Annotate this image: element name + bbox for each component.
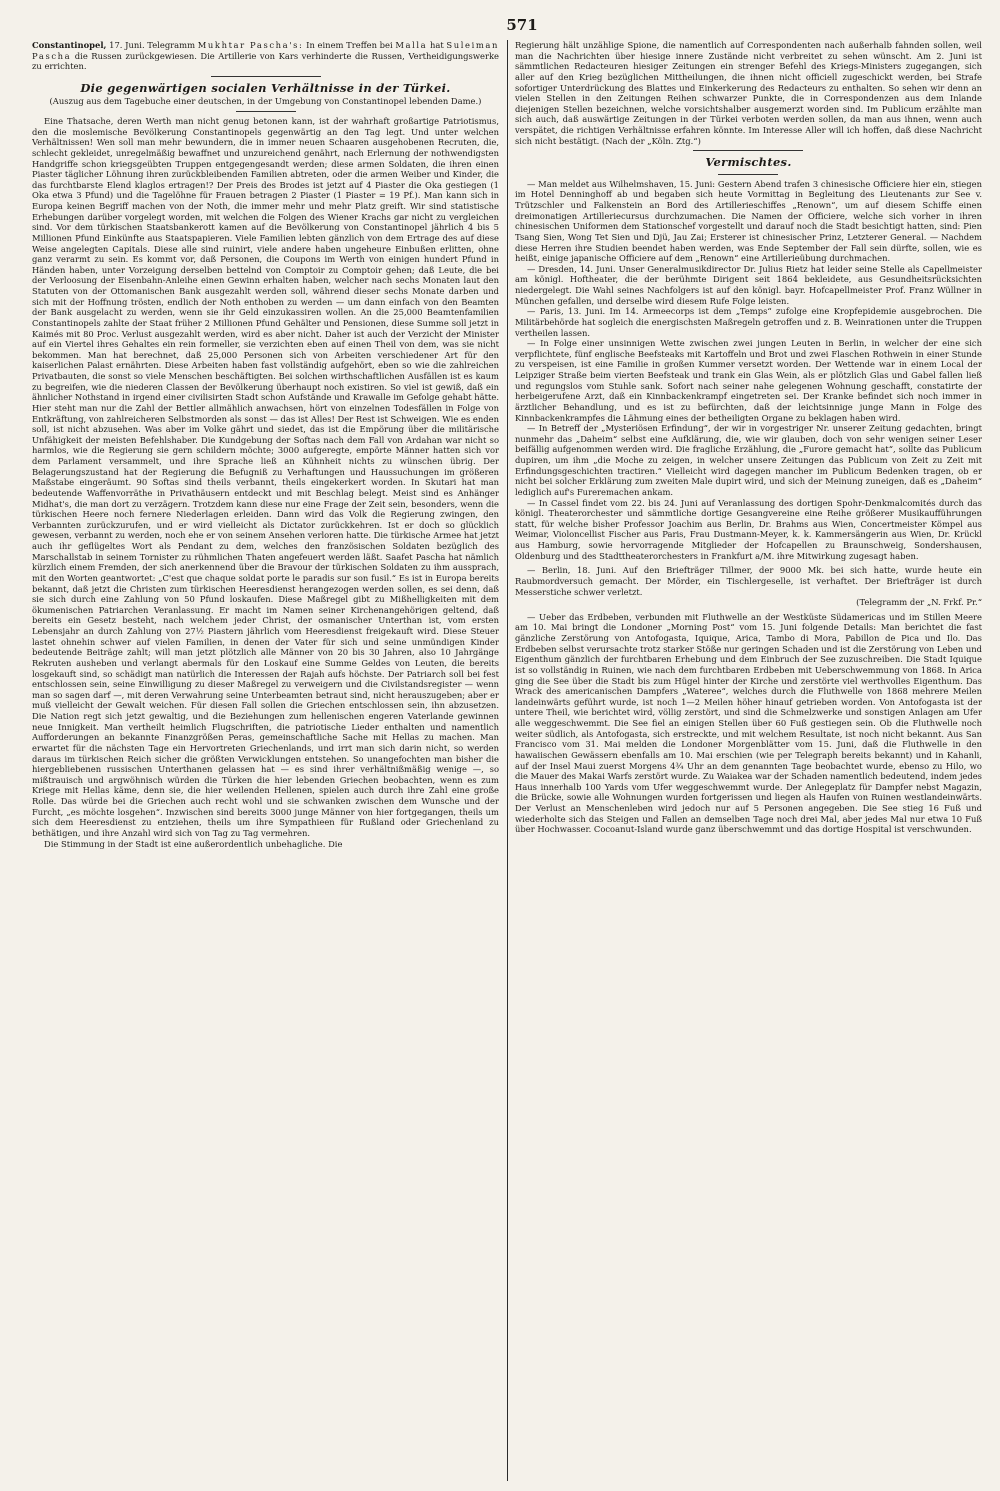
left-column — [32, 40, 504, 1481]
news-item: — Man meldet aus Wilhelmshaven, 15. Juni: Gestern Abend trafen 3 chinesische Officiere hier ein, stiegen im Hotel Denninghoff ab und begaben sich heute Vormittag in Begleitung des Lieutenants zur See v. Trützschler und Falkenstein an Bord des Artillerieschiffes „Renown“, um auf diesem Schiffe einen dreimonatigen Artilleriecursus durchzumachen. Die Namen der Officiere, welche sich vorher in ihren chinesischen Uniformen dem Stationschef vorgestellt und darauf noch die Stadt besichtigt hatten, sind: Pien Tsang Sien, Wong Tet Sien und Djü, Jau Zai; Ersterer ist chinesischer Prinz, Letzterer General. — Nachdem diese Herren ihre Studien beendet haben werden, was Ende September der Fall sein dürfte, sollen, wie es heißt, einige japanische Officiere auf dem „Renown“ eine Artillerieübung durchmachen. — [514, 178, 982, 264]
news-item: — Berlin, 18. Juni. Auf den Briefträger Tillmer, der 9000 Mk. bei sich hatte, wurde heute ein Raubmordversuch gemacht. Der Mörder, ein Tischlergeselle, ist verhaftet. Der Briefträger ist durch Messerstiche schwer verletzt. — [514, 565, 982, 597]
telegram-source: (Telegramm der „N. Frkf. Pr.“ — [856, 597, 982, 608]
telegram-name-1: Mukhtar Pascha's: — [197, 40, 304, 50]
news-item: — In Folge einer unsinnigen Wette zwischen zwei jungen Leuten in Berlin, in welcher der eine sich verpflichtete, fünf englische Beefsteaks mit Kartoffeln und Brot und zwei Flaschen Rothwein in einer Stunde zu verspeisen, ist eine Familie in großen Kummer versetzt worden. Der Wettende war in einem Local der Leipziger Straße beim vierten Beefsteak und trank ein Glas Wein, als er plötzlich Glas und Gabel fallen ließ und regungslos vom Stuhle sank. Sofort nach seiner nahe gelegenen Wohnung geschafft, constatirte der herbeigerufene Arzt, daß ein Kinnbackenkrampf eingetreten sei. Der Kranke befindet sich noch immer in ärztlicher Behandlung, und es ist zu befürchten, daß der leichtsinnige junge Mann in Folge des Kinnbackenkrampfes die Lähmung eines der betheiligten Organe zu beklagen haben wird. — [514, 338, 982, 423]
news-item: — Paris, 13. Juni. Im 14. Armeecorps ist dem „Temps“ zufolge eine Kropfepidemie ausgebrochen. Die Militärbehörde hat sogleich die energischsten Maßregeln getroffen und z. B. Weinrationen unter die Truppen vertheilen lassen. — [514, 306, 982, 338]
article-paragraph: Die Stimmung in der Stadt ist eine außerordentlich unbehagliche. Die — [44, 838, 343, 849]
news-item: — Dresden, 14. Juni. Unser Generalmusikdirector Dr. Julius Rietz hat leider seine Stelle als Capellmeister am königl. Hoftheater, die der berühmte Dirigent seit 1864 bekleidete, aus Gesundheitsrücksichten niedergelegt. Die Wahl seines Nachfolgers ist auf den königl. bayr. Hofcapellmeister Prof. Franz Wüllner in München gefallen, und derselbe wird diesem Rufe Folge leisten. — [514, 263, 982, 306]
article-title: Die gegenwärtigen socialen Verhältnisse in der Türkei. — [80, 80, 451, 95]
telegram-date: 17. Juni. Telegramm — [109, 40, 196, 50]
column-divider — [507, 40, 508, 1481]
article-paragraph: Eine Thatsache, deren Werth man nicht genug betonen kann, ist der wahrhaft großartige Patriotismus, den die moslemische Bevölkerung Constantinopels gegenwärtig an den Tag legt. Und unter welchen Verhältnissen! Wen soll man mehr bewundern, die in immer neuen Schaaren ausgehobenen Recruten, die, schlecht gekleidet, unregelmäßig bewaffnet und unzureichend genährt, nach Erlernung der nothwendigsten Handgriffe schon kriegsgeübten Truppen entgegengesandt werden; diese armen Soldaten, die ihren einen Piaster täglicher Löhnung ihren zurückbleibenden Familien abtreten, oder die armen Weiber und Kinder, die das furchtbarste Elend klaglos ertragen!? Der Preis des Brodes ist jetzt auf 4 Piaster die Oka gestiegen (1 Oka etwa 3 Pfund) und die Tagelöhne für Frauen betragen 2 Piaster (1 Piaster = 19 Pf.). Man kann sich in Europa keinen Begriff machen von der Noth, die immer mehr und mehr Platz greift. Wir sind statistische Erhebungen darüber vorgelegt worden, mit welchen die Folgen des Wiener Krachs gar nicht zu vergleichen sind. Vor dem türkischen Staatsbankerott kamen auf die Bevölkerung von Constantinopel jährlich 4 bis 5 Millionen Pfund Einkünfte aus Staatspapieren. Viele Familien lebten gänzlich von dem Ertrage des auf diese Weise angelegten Capitals. Diese alle sind ruinirt, viele andere haben ungeheure Einbußen erlitten, ohne ganz verarmt zu sein. Es kommt vor, daß Personen, die Coupons im Werth von einigen hundert Pfund in Händen haben, unter Vorzeigung derselben bettelnd von Comptoir zu Comptoir gehen; daß Leute, die bei der Verloosung der Eisenbahn-Anleihe einen Gewinn erhalten haben, welcher nach sechs Monaten laut den Statuten von der Ottomanischen Bank ausgezahlt werden soll, während dieser sechs Monate darben und sich mit der Hoffnung trösten, endlich der Noth enthoben zu werden — um dann einfach von den Beamten der Bank ausgelacht zu werden, wenn sie ihr Geld einzukassiren wollen. An die 25,000 Beamtenfamilien Constantinopels zahlte der Staat früher 2 Millionen Pfund Gehälter und Pensionen, diese Summe soll jetzt in Kaimés mit 80 Proc. Verlust ausgezahlt werden, wird es aber nicht. Daher ist auch der Verzicht der Minister auf ein Viertel ihres Gehaltes ein rein formeller, sie verzichten eben auf einen Theil von dem, was sie nicht bekommen. Man hat berechnet, daß 25,000 Personen sich von Arbeiten verschiedener Art für den kaiserlichen Palast ernährten. Diese Arbeiten haben fast vollständig aufgehört, eben so wie die zahlreichen Privatbauten, die sonst so viele Menschen beschäftigten. Bei solchen wirthschaftlichen Ausfällen ist es kaum zu begreifen, wie die niederen Classen der Bevölkerung überhaupt noch existiren. So viel ist gewiß, daß ein ähnlicher Nothstand in irgend einer civilisirten Stadt schon Aufstände und Krawalle im Gefolge gehabt hätte. Hier steht man nur die Zahl der Bettler allmählich anwachsen, hört von einzelnen Todesfällen in Folge von Entkräftung, von zahlreicheren Selbstmorden als sonst — das ist Alles! Der Rest ist Schweigen. Wie es enden soll, ist nicht abzusehen. Was aber im Volke gährt und siedet, das ist die Empörung über die militärische Unfähigkeit der meisten Befehlshaber. Die Kundgebung der Softas nach dem Fall von Ardahan war nicht so harmlos, wie die Regierung sie gern schildern möchte; 3000 aufgeregte, empörte Männer hatten sich vor dem Parlament versammelt, und ihre Sprache ließ an Kühnheit nichts zu wünschen übrig. Der Belagerungszustand hat der Regierung die Befugniß zu Verhaftungen und Haussuchungen im größeren Maßstabe eingeräumt. 90 Softas sind theils verbannt, theils eingekerkert worden. In Skutari hat man bedeutende Waffenvorräthe in Privathäusern entdeckt und mit Beschlag belegt. Meist sind es Anhänger Midhat's, die man dort zu verzägern. Trotzdem kann diese nur eine Frage der Zeit sein, besonders, wenn die türkischen Heere noch fernere Niederlagen erleiden. Dann wird das Volk die Regierung zwingen, den Verbannten zurückzurufen, und er wird vielleicht als Dictator zurückkehren. Ist er doch so glücklich gewesen, verbannt zu werden, noch ehe er von seinem Ansehen verloren hatte. Die türkische Armee hat jetzt auch ihr geflügeltes Wort als Pendant zu dem, welches den französischen Soldaten bezüglich des Marschallstab in seinem Tornister zu rühmlichen Thaten angefeuert werden läßt. Saafet Pascha hat nämlich kürzlich einem Fremden, der sich anerkennend über die Bravour der türkischen Soldaten zu ihm aussprach, mit den Worten geantwortet: „C'est que chaque soldat porte le paradis sur son fusil.“ Es ist in Europa bereits bekannt, daß jetzt die Christen zum türkischen Heeresdienst herangezogen werden sollen, es sei denn, daß sie sich durch eine Zahlung von 50 Pfund loskaufen. Diese Maßregel gibt zu Mißhelligkeiten mit dem ökumenischen Patriarchen Veranlassung. Er macht im Namen seiner Kirchenangehörigen geltend, daß bereits ein Gesetz besteht, nach welchem jeder Christ, der osmanischer Unterthan ist, vom ersten Lebensjahr an durch Zahlung von 27½ Piastern jährlich vom Heeresdienst freigekauft wird. Diese Steuer lastet ohnehin schwer auf vielen Familien, in denen der Vater für sich und seine unmündigen Kinder bedeutende Beiträge zahlt; will man jetzt plötzlich alle Männer von 20 bis 30 Jahren, also 10 Jahrgänge Rekruten ausheben und verlangt abermals für den Loskauf eine Summe Geldes von Leuten, die bereits losgekauft sind, so schädigt man natürlich die Interessen der Rajah aufs höchste. Der Patriarch soll bei fest entschlossen sein, seine Einwilligung zu dieser Maßregel zu verweigern und die Civilstandsregister — wenn man so sagen darf —, mit deren Verwahrung seine Unterbeamten betraut sind, nicht herauszugeben; aber er muß vielleicht der Gewalt weichen. Für diesen Fall sollen die Griechen entschlossen sein, ihn abzusetzen. Die Nation regt sich jetzt gewaltig, und die Beziehungen zum hellenischen engeren Vaterlande gewinnen neue Innigkeit. Man vertheilt heimlich Flugschriften, die patriotische Lieder enthalten und namentlich Aufforderungen an bekannte Finanzgrößen Peras, gemeinschaftliche Sache mit Hellas zu machen. Man erwartet für die nächsten Tage ein Hervortreten Griechenlands, und irrt man sich darin nicht, so werden daraus im türkischen Reich sicher die größten Verwicklungen entstehen. So unangefochten man bisher die hiergebliebenen russischen Unterthanen gelassen hat — es sind ihrer verhältnißmäßig wenige —, so mißtrauisch und argwöhnisch würden die Türken die hier lebenden Griechen beobachten, wenn es zum Kriege mit Hellas käme, denn sie, die hier weilenden Hellenen, spielen auch durch ihre Zahl eine große Rolle. Das würde bei die Griechen auch recht wohl und sie schwanken zwischen dem Wunsche und der Furcht, „es möchte losgehen“. Inzwischen sind bereits 3000 junge Männer von hier fortgegangen, theils um sich dem Heeresdienst zu entziehen, theils um ihre Sympathieen für Rußland oder Griechenland zu bethätigen, und ihre Anzahl wird sich von Tag zu Tag vermehren. — [32, 116, 499, 838]
section-title: Vermischtes. — [705, 155, 792, 170]
separator-rule — [211, 76, 321, 77]
telegram-name-3: Suleiman Pascha — [32, 40, 499, 61]
article-continuation: Regierung hält unzählige Spione, die namentlich auf Correspondenten nach außerhalb fahnden sollen, weil man die Nachrichten über hiesige innere Zustände nicht verbreitet zu sehen wünscht. Am 2. Juni ist sämmtlichen Redacteuren hiesiger Zeitungen ein strenger Befehl des Kriegs-Ministers zugegangen, sich aller auf den Krieg bezüglichen Mittheilungen, die ihnen nicht officiell zugeschickt werden, bei Strafe sofortiger Unterdrückung des Blattes und Einkerkerung des Redacteurs zu enthalten. So sehen wir denn an vielen Stellen in den Zeitungen Reihen schwarzer Punkte, die in Correspondenzen aus dem Inlande diejenigen Stellen bezeichnen, welche vorsichtshalber ausgemerzt worden sind. Im Publicum erzählte man sich auch, daß auswärtige Zeitungen in der Türkei verboten werden sollen, da man aus ihnen, wenn auch verspätet, die richtigen Verhältnisse erfahren könnte. Im Interesse Aller will ich hoffen, daß diese Nachricht sich nicht bestätigt. (Nach der „Köln. Ztg.“) — [514, 40, 982, 146]
columns — [32, 40, 982, 1481]
news-item: — In Betreff der „Mysteriösen Erfindung“, der wir in vorgestriger Nr. unserer Zeitung gedachten, bringt nunmehr das „Daheim“ selbst eine Aufklärung, die, wie wir glauben, doch von sehr wenigen seiner Leser beifällig aufgenommen werden wird. Die fragliche Erzählung, die „Furore gemacht hat“, sollte das Publicum dupiren, um ihm „die Moche zu zeigen, in welcher unsere Zeitungen das Publicum von Zeit zu Zeit mit Erfindungsgeschichten tractiren.“ Vielleicht wird dagegen mancher im Publicum Bedenken tragen, ob er nicht bei solcher Erklärung zum zweiten Male dupirt wird, und sich der Meinung zuneigen, daß es „Daheim“ lediglich auf's Fureremachen ankam. — [514, 423, 982, 497]
separator-rule — [693, 150, 803, 151]
telegram-text-3: die Russen zurückgewiesen. Die Artillerie von Kars verhinderte die Russen, Vertheidigungswerke zu errichten. — [32, 50, 499, 72]
telegram-text-2: hat — [429, 40, 444, 50]
right-column — [512, 40, 982, 1481]
news-item: — In Cassel findet vom 22. bis 24. Juni auf Veranlassung des dortigen Spohr-Denkmalcomités durch das königl. Theaterorchester und sämmtliche dortige Gesangvereine eine Reihe größerer Musikaufführungen statt, für welche bisher Professor Joachim aus Berlin, Dr. Brahms aus Wien, Concertmeister Kömpel aus Weimar, Violoncellist Fischer aus Paris, Frau Dustmann-Meyer, k. k. Kammersängerin aus Wien, Dr. Krückl aus Hamburg, sowie hervorragende Mitglieder der Hofcapellen zu Braunschweig, Sondershausen, Oldenburg und des Stadttheaterorchesters in Frankfurt a/M. ihre Mitwirkung zugesagt haben. — [514, 497, 982, 561]
telegram-place: Constantinopel, — [32, 40, 107, 50]
telegram-name-2: Malla — [395, 40, 428, 50]
separator-rule — [236, 111, 296, 112]
separator-rule — [718, 174, 778, 175]
article-subtitle: (Auszug aus dem Tagebuche einer deutschen, in der Umgebung von Constantinopel lebenden Dame.) — [49, 96, 482, 107]
news-item: — Ueber das Erdbeben, verbunden mit Fluthwelle an der Westküste Südamericas und im Stillen Meere am 10. Mai bringt die Londoner „Morning Post“ vom 15. Juni folgende Details: Man berichtet die fast gänzliche Zerstörung von Antofogasta, Iquique, Arica, Tambo di Mora, Pabillon de Pica und Ilo. Das Erdbeben selbst verursachte trotz starker Stöße nur geringen Schaden und ist die Zerstörung von Leben und Eigenthum gänzlich der furchtbaren Erhebung und dem Einbruch der See zuzuschreiben. Die Stadt Iquique ist so vollständig in Ruinen, wie nach dem furchtbaren Erdbeben mit Ueberschwemmung von 1868. In Arica ging die See über die Stadt bis zum Hügel hinter der Kirche und zerstörte viel werthvolles Eigenthum. Das Wrack des americanischen Dampfers „Wateree“, welches durch die Fluthwelle von 1868 mehrere Meilen landeinwärts geführt wurde, ist noch 1—2 Meilen höher hinauf getrieben worden. Von Antofogasta ist der untere Theil, wie berichtet wird, völlig zerstört, und sind die Schmelzwerke und sonstigen Anlagen am Ufer alle weggeschwemmt. Die See fiel an einigen Stellen über 60 Fuß gestiegen sein. Ob die Fluthwelle noch weiter südlich, als Antofogasta, sich erstreckte, und mit welchem Resultate, ist noch nicht bekannt. Aus San Francisco vom 31. Mai melden die Londoner Morgenblätter vom 15. Juni, daß die Fluthwelle in den hawaiischen Gewässern ebenfalls am 10. Mai erschien (wie per Telegraph bereits bekannt) und in Kahanli, auf der Insel Maui zuerst Morgens 4¾ Uhr an dem genannten Tage beobachtet wurde, ebenso zu Hilo, wo die Mauer des Makai Warfs zerstört wurde. Zu Waiakea war der Schaden namentlich bedeutend, indem jedes Haus innerhalb 100 Yards vom Ufer weggeschwemmt wurde. Der Anlegeplatz für Dampfer nebst Magazin, die Brücke, sowie alle Wohnungen wurden fortgerissen und liegen als Haufen von Ruinen westlandeinwärts. Der Verlust an Menschenleben wird jedoch nur auf 5 Personen angegeben. Die See stieg 16 Fuß und wiederholte sich das Steigen und Fallen an demselben Tage noch drei Mal, aber jedes Mal nur etwa 10 Fuß über Hochwasser. Cocoanut-Island wurde ganz überschwemmt und das dortige Hospital ist verschwunden. — [514, 611, 982, 835]
page-number: 571 — [506, 16, 538, 34]
telegram-text-1: In einem Treffen bei — [306, 40, 393, 50]
telegram-constantinopel — [32, 40, 499, 72]
